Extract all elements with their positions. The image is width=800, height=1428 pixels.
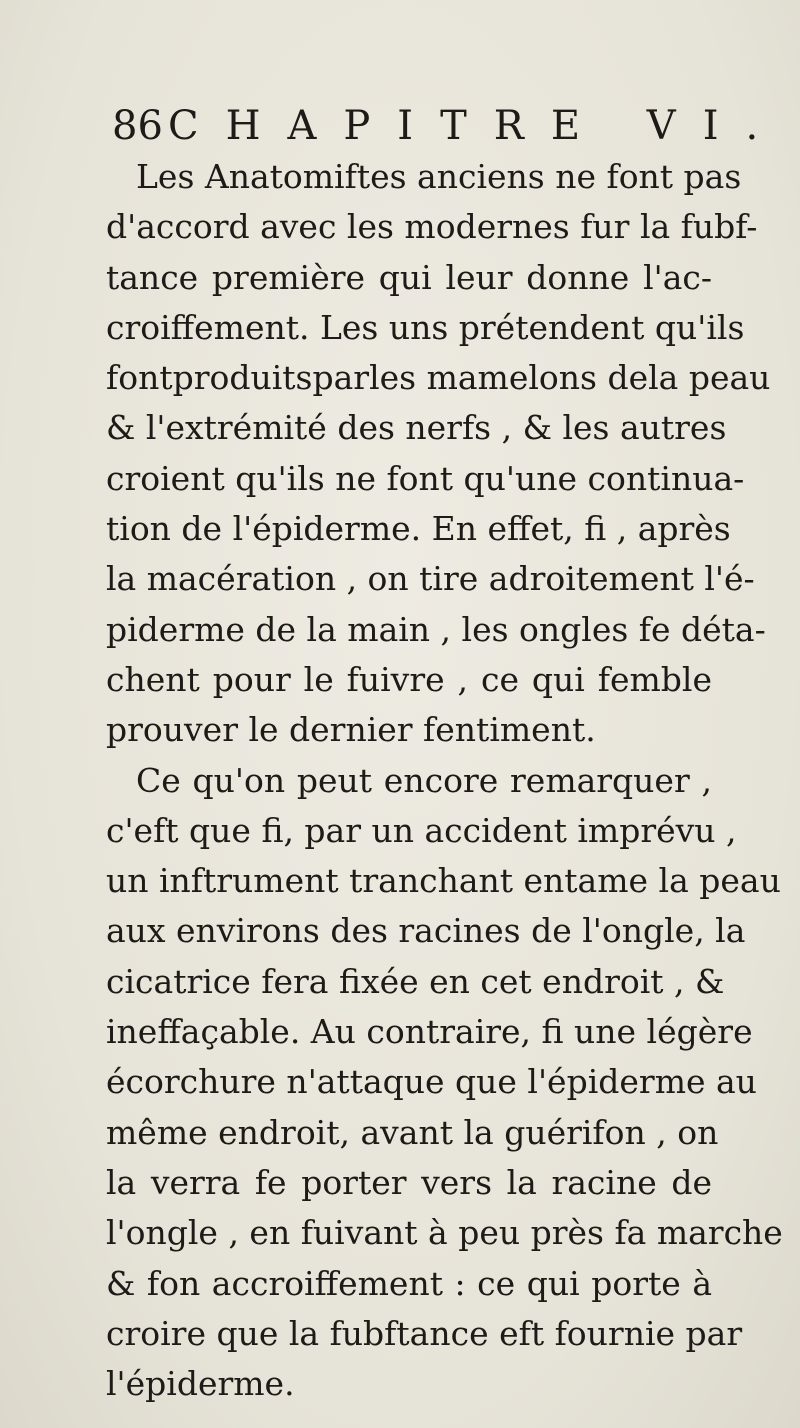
body-text: [106, 152, 783, 1409]
text-line: & l'extrémité des nerfs , & les autres: [106, 408, 727, 448]
text-line: fontproduitsparles mamelons dela peau: [106, 358, 771, 398]
chapter-title: CHAPITRE VI.: [168, 103, 786, 149]
text-line: l'épiderme.: [106, 1364, 295, 1404]
text-line: l'ongle , en fuivant à peu près fa marche: [106, 1213, 783, 1253]
running-head: [112, 100, 785, 152]
text-line: la verra fe porter vers la racine de: [106, 1162, 712, 1202]
text-line: croire que la fubftance eft fournie par: [106, 1313, 743, 1353]
text-line: cicatrice fera fixée en cet endroit , &: [106, 961, 725, 1001]
text-line: tance première qui leur donne l'ac-: [106, 257, 712, 297]
text-line: aux environs des racines de l'ongle, la: [106, 911, 746, 951]
text-line: croient qu'ils ne font qu'une continua-: [106, 458, 745, 498]
text-line: d'accord avec les modernes fur la fubf-: [106, 207, 758, 247]
text-line: croiffement. Les uns prétendent qu'ils: [106, 307, 745, 347]
text-line: c'eft que fi, par un accident imprévu ,: [106, 810, 737, 850]
text-line: ineffaçable. Au contraire, fi une légère: [106, 1012, 753, 1052]
text-line: tion de l'épiderme. En effet, fi , après: [106, 509, 731, 549]
text-line: écorchure n'attaque que l'épiderme au: [106, 1062, 757, 1102]
text-line: piderme de la main , les ongles fe déta-: [106, 609, 766, 649]
text-line: Ce qu'on peut encore remarquer ,: [136, 760, 712, 800]
page-number: 86: [112, 103, 163, 149]
text-line: un inftrument tranchant entame la peau: [106, 861, 781, 901]
text-line: Les Anatomiftes anciens ne font pas: [136, 157, 742, 196]
text-line: chent pour le fuivre , ce qui femble: [106, 659, 712, 699]
text-line: prouver le dernier fentiment.: [106, 710, 596, 750]
text-line: même endroit, avant la guérifon , on: [106, 1112, 719, 1152]
text-line: la macération , on tire adroitement l'é-: [106, 559, 755, 599]
text-line: & fon accroiffement : ce qui porte à: [106, 1263, 712, 1303]
